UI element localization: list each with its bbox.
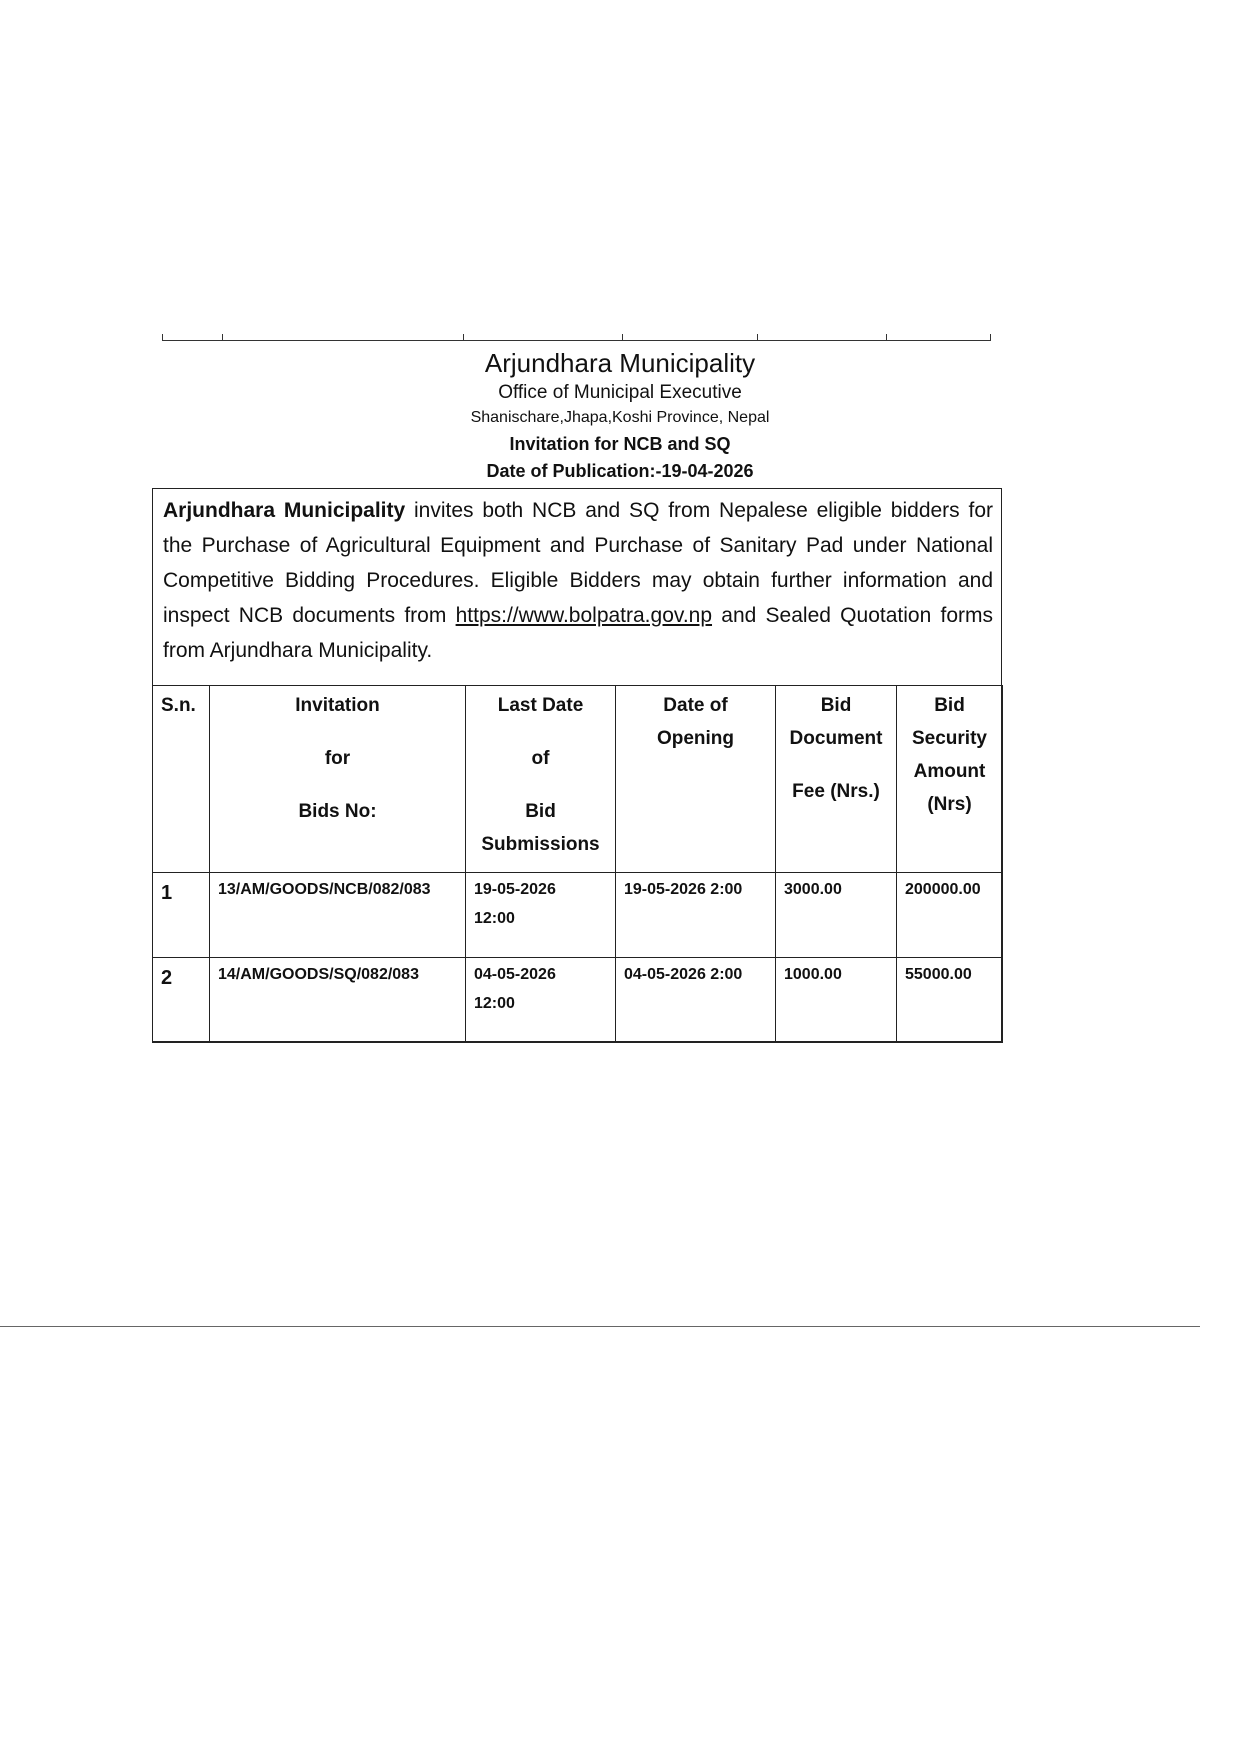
- office-name: Office of Municipal Executive: [498, 382, 742, 403]
- top-rule-tick: [162, 334, 163, 341]
- header-opening: Date of Opening: [616, 686, 776, 873]
- table-header-row: [153, 686, 1003, 873]
- row-bid-no: 13/AM/GOODS/NCB/082/083: [210, 873, 466, 958]
- header-invitation: Invitation for Bids No:: [210, 686, 466, 873]
- table-row: [153, 958, 1003, 1043]
- top-rule-tick: [990, 334, 991, 341]
- row-sn: 2: [153, 958, 210, 1043]
- intro-text-2: and Sealed Quotation forms from Arjundhara Municipality.: [163, 604, 993, 662]
- top-rule-tick: [757, 334, 758, 341]
- row-security: 55000.00: [897, 958, 1003, 1043]
- top-rule-tick: [463, 334, 464, 341]
- notice-box: [152, 488, 1002, 1042]
- top-rule-tick: [622, 334, 623, 341]
- bolpatra-link[interactable]: https://www.bolpatra.gov.np: [455, 604, 713, 627]
- intro-paragraph: [163, 493, 993, 668]
- row-bid-no: 14/AM/GOODS/SQ/082/083: [210, 958, 466, 1043]
- intro-text-1: invites both NCB and SQ from Nepalese eligible bidders for the Purchase of Agricultural Equipment and Purchase of Sanitary Pad under National Competitive Bidding Procedures. Eligible Bidders may obtain further information and inspect NCB documents from: [163, 499, 993, 627]
- row-fee: 3000.00: [776, 873, 897, 958]
- row-last-date: 04-05-2026 12:00: [466, 958, 616, 1043]
- top-rule-tick: [886, 334, 887, 341]
- org-title: Arjundhara Municipality: [484, 348, 756, 378]
- notice-title: Invitation for NCB and SQ: [509, 434, 731, 454]
- row-opening: 19-05-2026 2:00: [616, 873, 776, 958]
- top-rule: [162, 340, 990, 341]
- header-last-date: Last Date of Bid Submissions: [466, 686, 616, 873]
- notice-header: [300, 346, 940, 484]
- row-security: 200000.00: [897, 873, 1003, 958]
- row-last-date: 19-05-2026 12:00: [466, 873, 616, 958]
- intro-org-name: Arjundhara Municipality: [163, 499, 406, 522]
- row-fee: 1000.00: [776, 958, 897, 1043]
- header-sn: S.n.: [153, 686, 210, 873]
- row-opening: 04-05-2026 2:00: [616, 958, 776, 1043]
- bottom-rule: [0, 1326, 1200, 1327]
- address: Shanischare,Jhapa,Koshi Province, Nepal: [470, 409, 770, 426]
- table-row: [153, 873, 1003, 958]
- top-rule-tick: [222, 334, 223, 341]
- publication-date: Date of Publication:-19-04-2026: [486, 461, 754, 481]
- header-security: Bid Security Amount (Nrs): [897, 686, 1003, 873]
- row-sn: 1: [153, 873, 210, 958]
- bids-table: [152, 685, 1003, 1043]
- header-fee: Bid Document Fee (Nrs.): [776, 686, 897, 873]
